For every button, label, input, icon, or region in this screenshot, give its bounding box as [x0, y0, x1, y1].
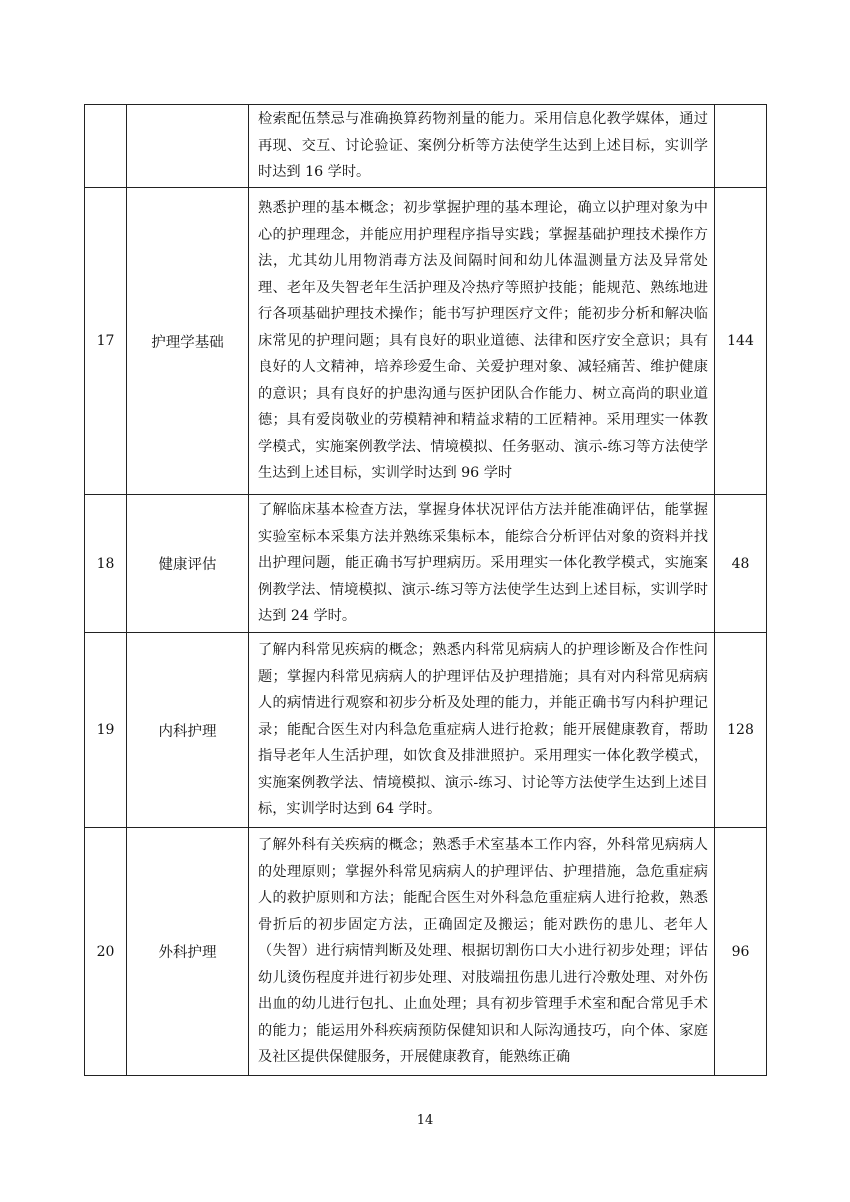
course-hours: 96: [715, 828, 767, 1076]
course-number: 19: [85, 633, 127, 828]
curriculum-table: [84, 104, 767, 1076]
course-hours: [715, 105, 767, 188]
table-row: [85, 828, 767, 1076]
course-name: [127, 105, 249, 188]
course-name: 健康评估: [127, 495, 249, 633]
course-hours: 48: [715, 495, 767, 633]
course-number: [85, 105, 127, 188]
course-number: 17: [85, 188, 127, 495]
course-description: 了解临床基本检查方法，掌握身体状况评估方法并能准确评估，能掌握实验室标本采集方法并熟练采集标本，能综合分析评估对象的资料并找出护理问题，能正确书写护理病历。采用理实一体化教学模式，实施案例教学法、情境模拟、演示-练习等方法使学生达到上述目标，实训学时达到 24 学时。: [249, 495, 715, 633]
course-number: 20: [85, 828, 127, 1076]
course-description: 了解内科常见疾病的概念；熟悉内科常见病病人的护理诊断及合作性问题；掌握内科常见病病人的护理评估及护理措施；具有对内科常见病病人的病情进行观察和初步分析及处理的能力，并能正确书写内科护理记录；能配合医生对内科急危重症病人进行抢救；能开展健康教育，帮助指导老年人生活护理，如饮食及排泄照护。采用理实一体化教学模式，实施案例教学法、情境模拟、演示-练习、讨论等方法使学生达到上述目标，实训学时达到 64 学时。: [249, 633, 715, 828]
table-row: [85, 188, 767, 495]
table-row: [85, 495, 767, 633]
course-name: 护理学基础: [127, 188, 249, 495]
course-name: 外科护理: [127, 828, 249, 1076]
course-hours: 128: [715, 633, 767, 828]
course-description: 了解外科有关疾病的概念；熟悉手术室基本工作内容，外科常见病病人的处理原则；掌握外科常见病病人的护理评估、护理措施，急危重症病人的救护原则和方法；能配合医生对外科急危重症病人进行抢救，熟悉骨折后的初步固定方法，正确固定及搬运；能对跌伤的患儿、老年人（失智）进行病情判断及处理、根据切割伤口大小进行初步处理；评估幼儿烫伤程度并进行初步处理、对肢端扭伤患儿进行冷敷处理、对外伤出血的幼儿进行包扎、止血处理；具有初步管理手术室和配合常见手术的能力；能运用外科疾病预防保健知识和人际沟通技巧，向个体、家庭及社区提供保健服务，开展健康教育，能熟练正确: [249, 828, 715, 1076]
course-description: 熟悉护理的基本概念；初步掌握护理的基本理论，确立以护理对象为中心的护理理念，并能应用护理程序指导实践；掌握基础护理技术操作方法，尤其幼儿用物消毒方法及间隔时间和幼儿体温测量方法及异常处理、老年及失智老年生活护理及冷热疗等照护技能；能规范、熟练地进行各项基础护理技术操作；能书写护理医疗文件；能初步分析和解决临床常见的护理问题；具有良好的职业道德、法律和医疗安全意识；具有良好的人文精神，培养珍爱生命、关爱护理对象、减轻痛苦、维护健康的意识；具有良好的护患沟通与医护团队合作能力、树立高尚的职业道德；具有爱岗敬业的劳模精神和精益求精的工匠精神。采用理实一体教学模式，实施案例教学法、情境模拟、任务驱动、演示-练习等方法使学生达到上述目标，实训学时达到 96 学时: [249, 188, 715, 495]
table-row: [85, 633, 767, 828]
page-number: 14: [416, 1113, 434, 1128]
course-description: 检索配伍禁忌与准确换算药物剂量的能力。采用信息化教学媒体，通过再现、交互、讨论验证、案例分析等方法使学生达到上述目标，实训学时达到 16 学时。: [249, 105, 715, 188]
course-name: 内科护理: [127, 633, 249, 828]
table-row: [85, 105, 767, 188]
course-hours: 144: [715, 188, 767, 495]
course-number: 18: [85, 495, 127, 633]
